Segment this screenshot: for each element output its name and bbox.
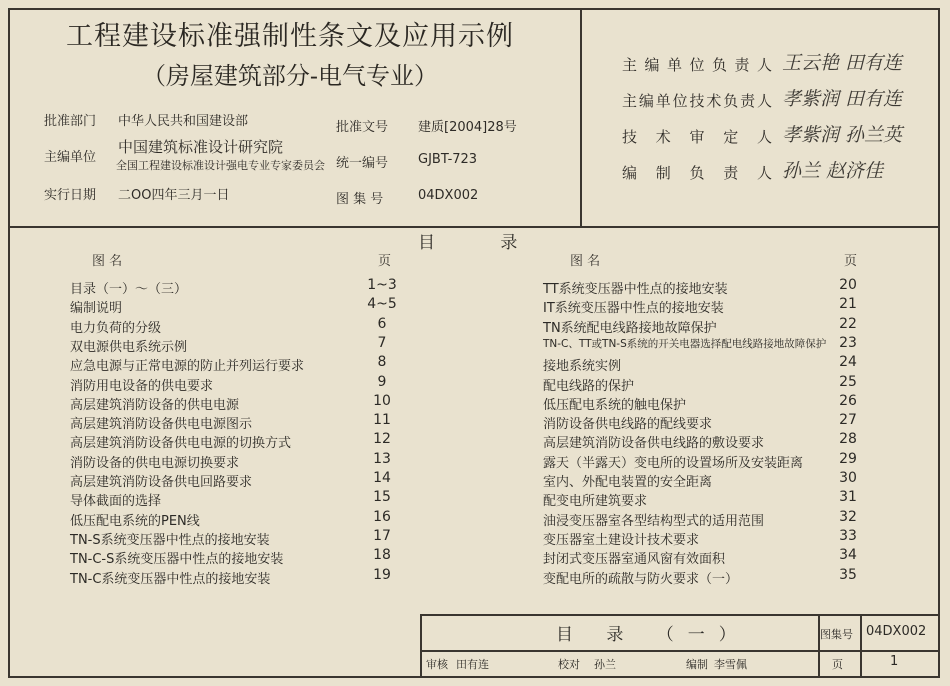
title-block-draw-label: 编制 [686,658,708,671]
title-block-review-name: 田有连 [456,658,489,671]
toc-center-divider [420,614,422,676]
toc-entry-page: 14 [373,470,391,486]
toc-entry-name: 高层建筑消防设备供电电源图示 [70,417,253,433]
toc-entry-page: 9 [377,373,387,390]
title-block-check-label: 校对 [558,658,580,671]
toc-entry-name: 消防设备供电线路的配线要求 [543,417,713,433]
toc-entry-name: 编制说明 [70,301,123,317]
toc-heading: 目 录 [418,233,548,253]
toc-entry-name: 配电线路的保护 [543,378,635,394]
toc-entry-name: 低压配电系统的PEN线 [70,513,200,529]
resp-label-tech-review: 技术审定人 [622,128,772,146]
toc-entry-page: 27 [839,412,857,429]
toc-entry-page: 26 [839,392,857,409]
editor-unit-label: 主编单位 [44,150,97,165]
toc-entry-name: 高层建筑消防设备的供电电源 [70,397,240,413]
title-block-page-value: 1 [890,654,899,669]
toc-entry-name: 高层建筑消防设备供电线路的敷设要求 [543,436,765,452]
toc-entry-name: 应急电源与正常电源的防止并列运行要求 [70,359,305,375]
toc-entry-name: 高层建筑消防设备供电电源的切换方式 [70,436,292,452]
toc-entry-name: 接地系统实例 [543,359,622,375]
toc-entry-page: 30 [839,470,857,486]
toc-entry-name: 油浸变压器室各型结构型式的适用范围 [543,513,765,529]
toc-entry-name: 导体截面的选择 [70,494,162,510]
toc-entry-name: TN-C-S系统变压器中性点的接地安装 [70,552,284,568]
right-col-name-header: 图 名 [570,254,601,269]
toc-entry-page: 15 [373,489,391,506]
toc-entry-page: 19 [373,566,391,583]
toc-entry-page: 18 [373,547,391,564]
toc-entry-page: 29 [839,450,857,467]
toc-entry-page: 35 [839,566,857,583]
approval-no-label: 批准文号 [336,120,389,135]
title-block-atlas-value: 04DX002 [866,624,927,639]
right-col-page-header: 页 [844,254,858,269]
toc-entry-page: 31 [839,489,857,506]
toc-entry-page: 17 [373,527,391,544]
toc-entry-page: 21 [839,296,857,313]
toc-entry-page: 24 [839,354,857,371]
toc-entry-name: 露天（半露天）变电所的设置场所及安装距离 [543,455,804,471]
toc-entry-page: 20 [839,277,857,293]
toc-entry-name: TT系统变压器中性点的接地安装 [543,282,728,297]
unified-no-value: GJBT-723 [418,152,478,167]
resp-label-compiler: 编制负责人 [622,164,772,182]
toc-entry-name: TN系统配电线路接地故障保护 [543,320,717,336]
toc-entry-name: 电力负荷的分级 [70,320,162,336]
toc-entry-page: 8 [377,354,387,371]
toc-entry-name: 封闭式变压器室通风窗有效面积 [543,552,726,568]
toc-entry-name: 高层建筑消防设备供电回路要求 [70,475,253,490]
title-block-atlas-label: 图集号 [820,628,853,641]
left-col-page-header: 页 [378,254,392,269]
toc-entry-page: 4~5 [367,296,397,313]
document-title: 工程建设标准强制性条文及应用示例 [66,21,514,52]
title-block-title: 目 录 （一） [556,625,750,645]
toc-entry-page: 1~3 [367,277,397,293]
toc-entry-page: 28 [839,431,857,448]
title-block-div2 [860,614,862,676]
toc-entry-page: 13 [373,450,391,467]
toc-entry-page: 33 [839,527,857,544]
approval-no-value: 建质[2004]28号 [418,120,517,135]
title-block-page-label: 页 [832,658,843,671]
atlas-no-value: 04DX002 [418,188,479,203]
toc-entry-page: 22 [839,315,857,332]
signature-tech-chief: 孝紫润 田有连 [782,88,903,110]
title-block-check-name: 孙兰 [594,658,616,671]
toc-entry-page: 11 [373,412,391,429]
toc-entry-name: 消防设备的供电电源切换要求 [70,455,240,471]
toc-entry-name: 低压配电系统的触电保护 [543,397,687,413]
toc-entry-name: TN-C系统变压器中性点的接地安装 [70,571,271,587]
title-block-draw-name: 李雪佩 [714,658,747,671]
toc-entry-name: TN-S系统变压器中性点的接地安装 [70,532,270,548]
toc-entry-name: 室内、外配电装置的安全距离 [543,475,713,490]
left-col-name-header: 图 名 [92,254,123,269]
toc-entry-page: 6 [377,315,387,332]
resp-label-chief-unit: 主编单位负责人 [622,56,772,74]
approval-dept-label: 批准部门 [44,114,97,129]
signature-tech-review: 孝紫润 孙兰英 [782,124,903,146]
toc-entry-page: 32 [839,508,857,525]
header-vertical-divider [580,10,582,226]
title-block-div1 [818,614,820,676]
resp-label-tech-chief: 主编单位技术负责人 [622,92,772,110]
toc-entry-name: IT系统变压器中性点的接地安装 [543,301,724,317]
toc-entry-page: 23 [839,334,857,351]
toc-entry-name: TN-C、TT或TN-S系统的开关电器选择配电线路接地故障保护 [543,337,827,350]
editor-unit-line1: 中国建筑标准设计研究院 [118,138,284,156]
toc-entry-page: 34 [839,547,857,564]
toc-entry-name: 目录（一）～（三） [70,282,188,297]
signature-chief-unit: 王云艳 田有连 [782,52,903,74]
toc-entry-name: 变压器室土建设计技术要求 [543,532,700,548]
toc-entry-page: 16 [373,508,391,525]
toc-entry-page: 25 [839,373,857,390]
toc-entry-name: 变配电所的疏散与防火要求（一） [543,571,739,587]
title-block-review-label: 审核 [426,658,448,671]
signature-compiler: 孙兰 赵济佳 [782,160,884,182]
toc-entry-page: 10 [373,392,391,409]
atlas-no-label: 图 集 号 [336,192,384,207]
impl-date-label: 实行日期 [44,188,97,203]
toc-entry-name: 配变电所建筑要求 [543,494,648,510]
toc-entry-page: 7 [377,334,387,351]
toc-entry-page: 12 [373,431,391,448]
editor-unit-line2: 全国工程建设标准设计强电专业专家委员会 [116,159,325,172]
toc-entry-name: 双电源供电系统示例 [70,339,188,355]
document-subtitle: （房屋建筑部分-电气专业） [141,62,439,90]
approval-dept-value: 中华人民共和国建设部 [118,114,249,129]
impl-date-value: 二OO四年三月一日 [118,188,230,203]
unified-no-label: 统一编号 [336,156,389,171]
toc-entry-name: 消防用电设备的供电要求 [70,378,214,394]
